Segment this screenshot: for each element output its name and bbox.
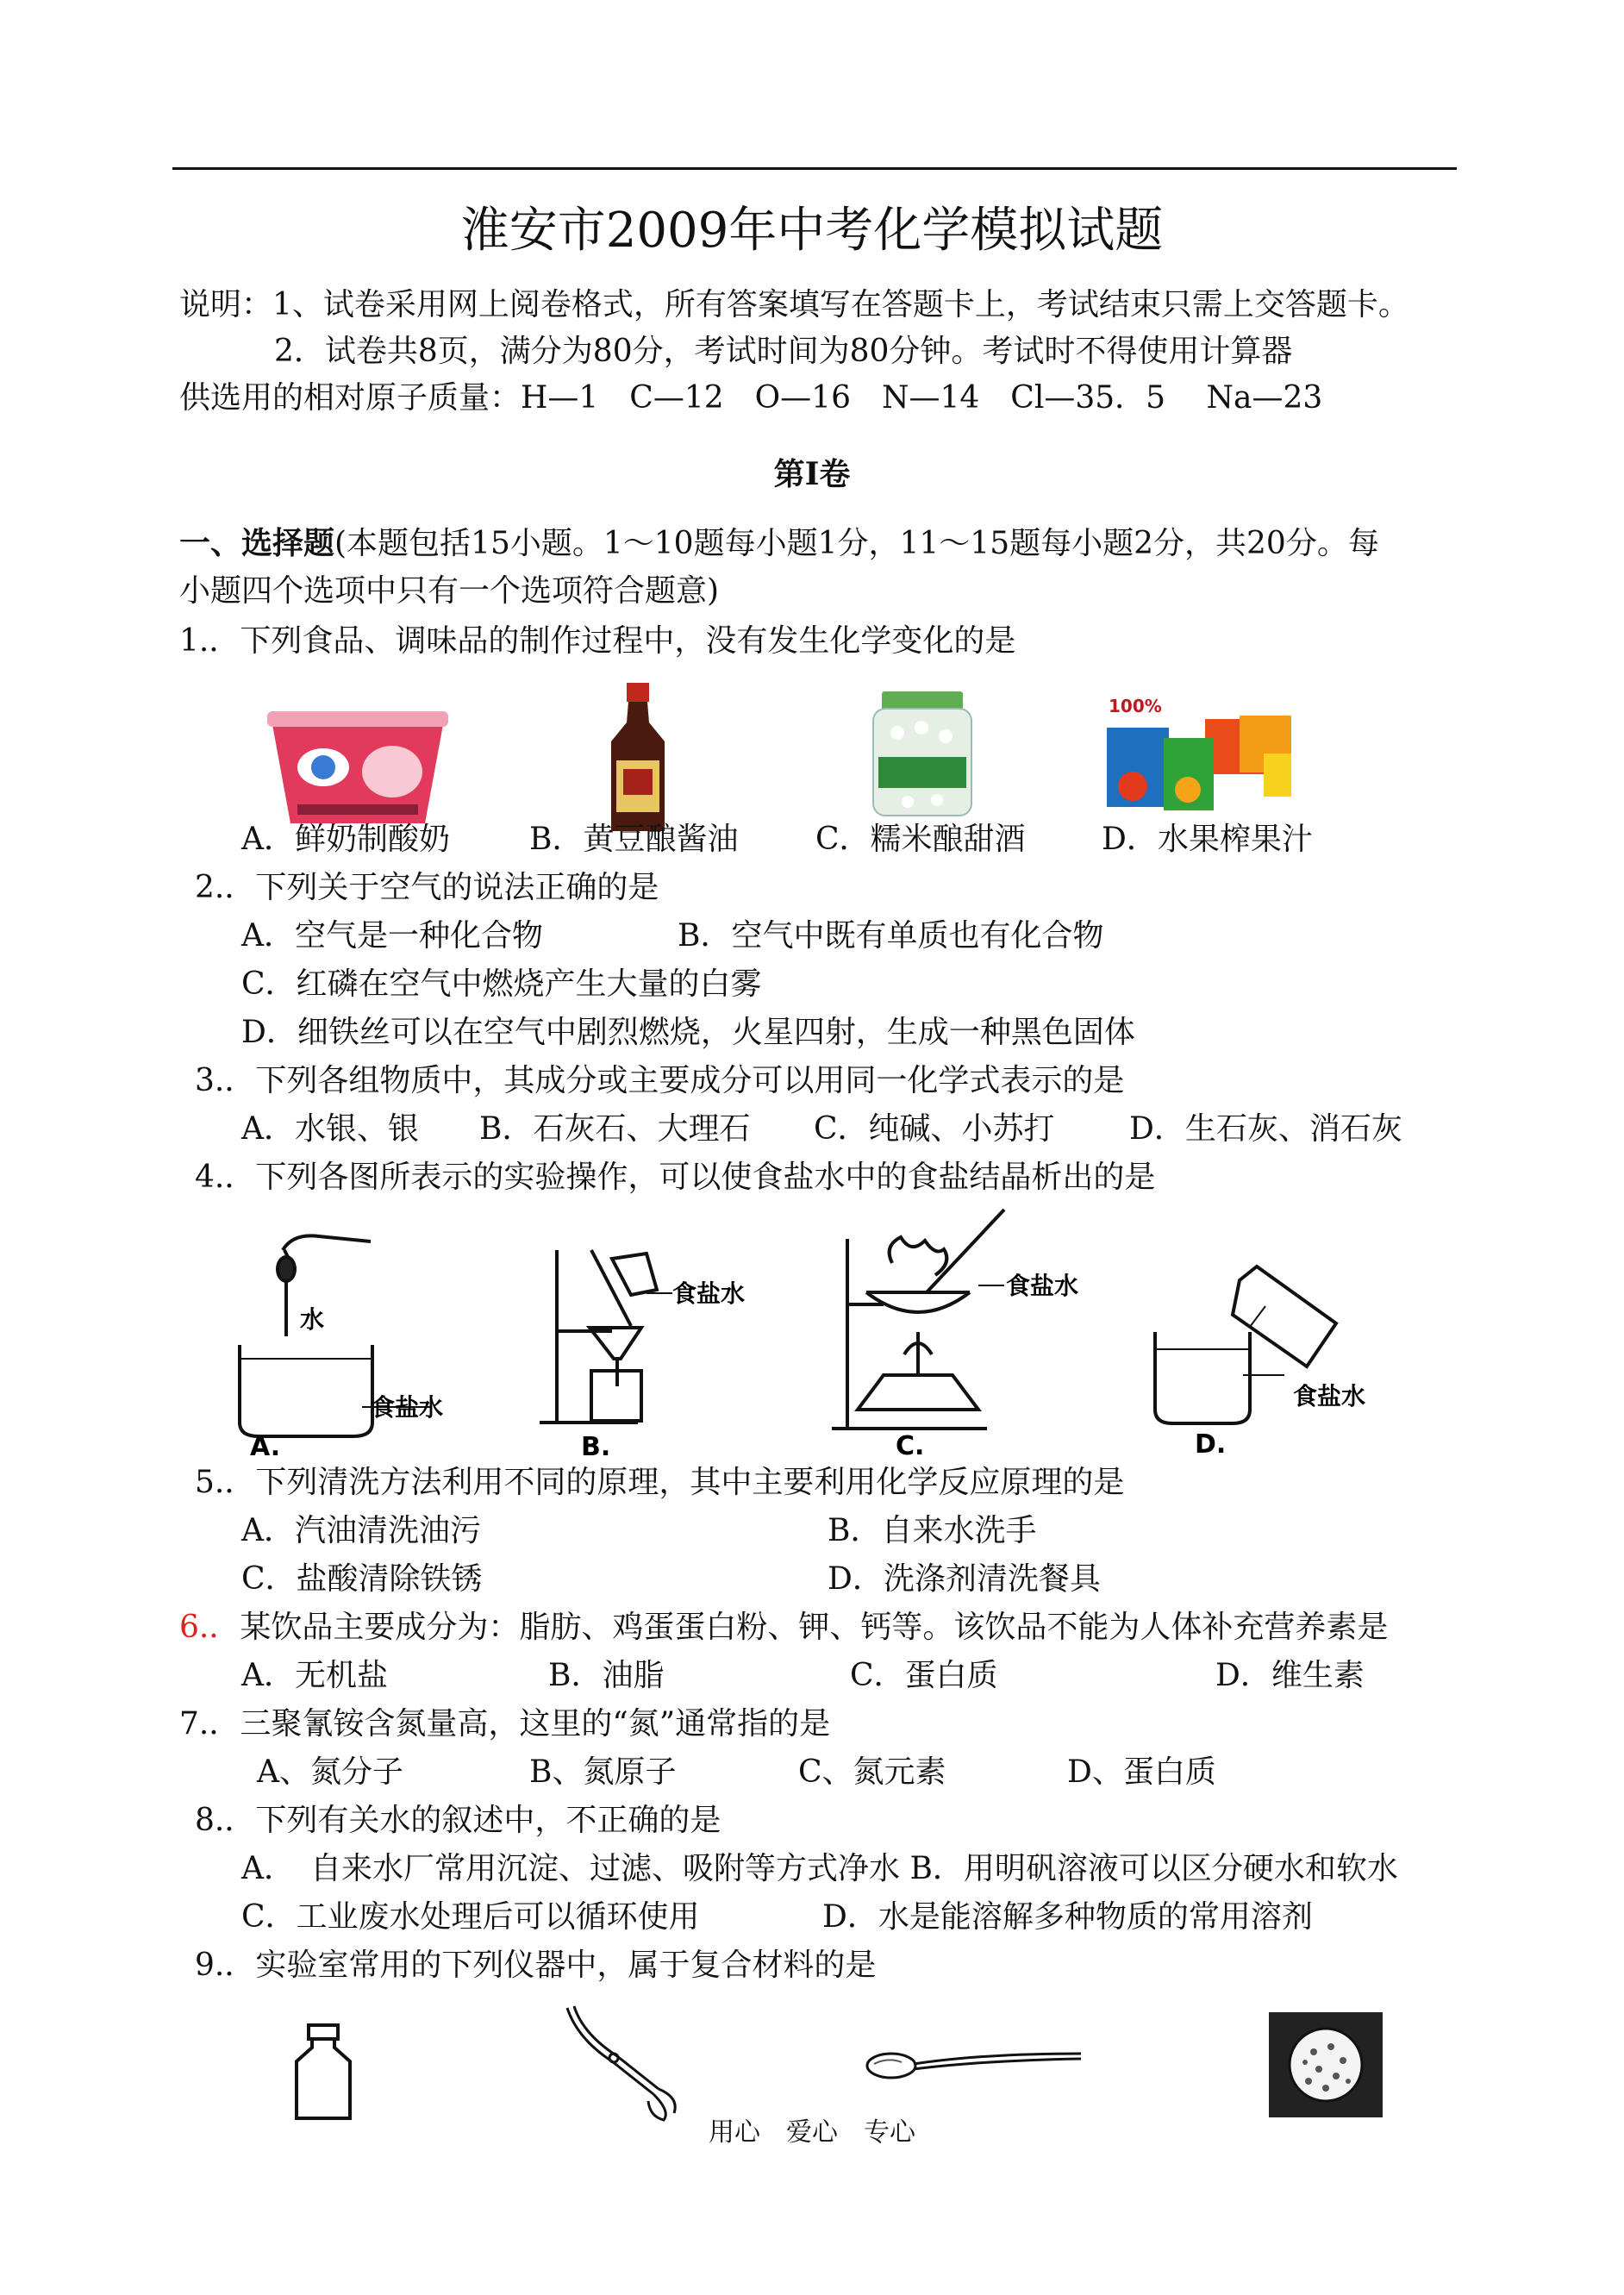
fig-c-letter: C. [896, 1431, 925, 1457]
fig-a-salt-label: 食盐水 [371, 1393, 444, 1422]
note-1: 说明：1、试卷采用网上阅卷格式，所有答案填写在答题卡上，考试结束只需上交答题卡。 [179, 287, 1409, 322]
q4-figure-b-filtration [534, 1241, 793, 1457]
q2-option-c: C．红磷在空气中燃烧产生大量的白雾 [241, 966, 762, 1002]
q6-option-b: B．油脂 [548, 1658, 665, 1693]
q7-option-c: C、氮元素 [798, 1754, 946, 1790]
q9-stem: 9.．实验室常用的下列仪器中，属于复合材料的是 [195, 1948, 877, 1983]
q1-option-c: C．糯米酿甜酒 [815, 822, 1026, 857]
medicine-spoon-image [862, 2035, 1086, 2095]
q3-stem: 3.．下列各组物质中，其成分或主要成分可以用同一化学式表示的是 [195, 1063, 1125, 1098]
fig-a-water-label: 水 [300, 1305, 325, 1334]
fig-b-letter: B. [581, 1432, 611, 1457]
q8-option-d: D．水是能溶解多种物质的常用溶剂 [822, 1899, 1313, 1935]
q5-option-a: A．汽油清洗油污 [241, 1513, 481, 1548]
q8-option-ab: A． 自来水厂常用沉淀、过滤、吸附等方式净水 B．用明矾溶液可以区分硬水和软水 [241, 1851, 1398, 1886]
q8-option-c: C．工业废水处理后可以循环使用 [241, 1899, 700, 1935]
q5-stem: 5.．下列清洗方法利用不同的原理，其中主要利用化学反应原理的是 [195, 1465, 1125, 1500]
q5-option-b: B．自来水洗手 [828, 1513, 1037, 1548]
note-atomic-masses: 供选用的相对原子质量：H—1 C—12 O—16 N—14 Cl—35．5 Na—23 [179, 380, 1323, 416]
q7-option-d: D、蛋白质 [1067, 1754, 1216, 1790]
q2-option-b: B．空气中既有单质也有化合物 [678, 918, 1104, 954]
fig-c-salt-label: 食盐水 [1006, 1272, 1079, 1300]
section-desc-1: (本题包括15小题。1～10题每小题1分，11～15题每小题2分，共20分。每 [334, 526, 1379, 561]
q4-stem: 4.．下列各图所表示的实验操作，可以使食盐水中的食盐结晶析出的是 [195, 1160, 1156, 1195]
q4-figure-c-evaporation [815, 1203, 1125, 1457]
q3-option-b: B．石灰石、大理石 [479, 1111, 751, 1147]
q1-option-d: D．水果榨果汁 [1102, 822, 1313, 857]
q6-stem-line [179, 1605, 1388, 1650]
fig-a-letter: A. [250, 1432, 281, 1457]
q2-option-d: D．细铁丝可以在空气中剧烈燃烧，火星四射，生成一种黑色固体 [241, 1015, 1135, 1050]
page-footer: 用心 爱心 专心 [709, 2117, 915, 2148]
q1-option-b: B．黄豆酿酱油 [529, 822, 739, 857]
q6-stem: 某饮品主要成分为：脂肪、鸡蛋蛋白粉、钾、钙等。该饮品不能为人体补充营养素是 [240, 1610, 1389, 1645]
q3-option-d: D．生石灰、消石灰 [1129, 1111, 1402, 1147]
q4-figure-d-pouring [1146, 1254, 1405, 1457]
q7-option-b: B、氮原子 [529, 1754, 677, 1790]
q1-stem: 1.．下列食品、调味品的制作过程中，没有发生化学变化的是 [179, 623, 1016, 659]
q3-option-a: A．水银、银 [241, 1111, 419, 1147]
header-rule [172, 167, 1457, 170]
q8-stem: 8.．下列有关水的叙述中，不正确的是 [195, 1803, 721, 1838]
q2-option-a: A．空气是一种化合物 [241, 918, 543, 954]
q6-option-c: C．蛋白质 [850, 1658, 998, 1693]
juice-label: 100% [1109, 696, 1162, 716]
q7-option-a: A、氮分子 [257, 1754, 403, 1790]
fig-b-salt-label: 食盐水 [672, 1279, 746, 1308]
q1-option-a: A．鲜奶制酸奶 [241, 822, 450, 857]
q4-figure-a-dropper [233, 1216, 491, 1457]
q7-stem: 7.．三聚氰铵含氮量高，这里的“氮”通常指的是 [179, 1706, 831, 1742]
q3-option-c: C．纯碱、小苏打 [814, 1111, 1055, 1147]
note-2: 2．试卷共8页，满分为80分，考试时间为80分钟。考试时不得使用计算器 [274, 334, 1293, 369]
q2-stem: 2.．下列关于空气的说法正确的是 [195, 870, 659, 905]
page-title: 淮安市2009年中考化学模拟试题 [460, 203, 1164, 259]
q5-option-c: C．盐酸清除铁锈 [241, 1561, 483, 1597]
q6-number: 6.． [179, 1610, 240, 1645]
yogurt-cup-image [263, 703, 453, 832]
rice-wine-jar-image [866, 690, 978, 819]
fig-d-salt-label: 食盐水 [1293, 1382, 1366, 1410]
asbestos-mesh-image [1265, 2009, 1386, 2121]
fig-d-letter: D. [1195, 1429, 1227, 1457]
soy-sauce-bottle-image [599, 681, 677, 836]
section-desc-2: 小题四个选项中只有一个选项符合题意) [179, 573, 720, 609]
q5-option-d: D．洗涤剂清洗餐具 [828, 1561, 1101, 1597]
section-heading: 一、选择题 [179, 525, 335, 561]
reagent-bottle-image [284, 2022, 362, 2125]
q6-option-d: D．维生素 [1215, 1658, 1365, 1693]
crucible-tongs-image [560, 2004, 690, 2125]
section-heading-line [179, 521, 1379, 566]
juice-boxes-image [1103, 690, 1302, 819]
q6-option-a: A．无机盐 [241, 1658, 388, 1693]
volume-heading: 第Ⅰ卷 [773, 456, 851, 492]
